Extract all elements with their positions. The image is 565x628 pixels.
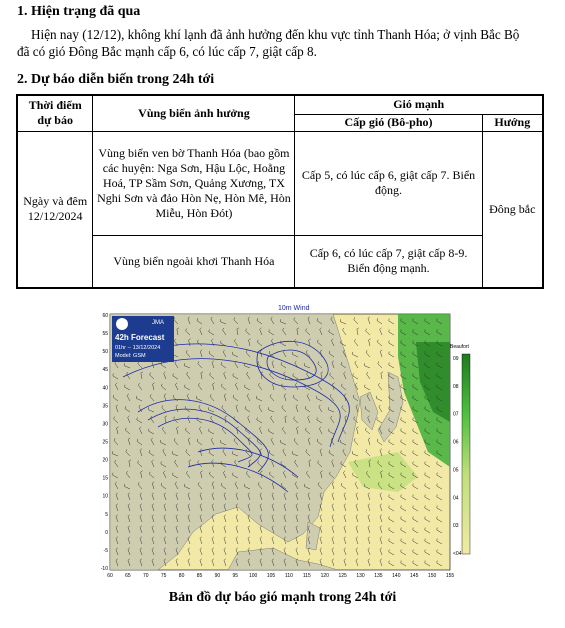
level-cell-coastal: Cấp 5, có lúc cấp 6, giật cấp 7. Biển động. — [295, 131, 482, 235]
lon-tick: 90 — [214, 573, 221, 579]
map-forecast: 42h Forecast — [115, 333, 165, 342]
forecast-table — [16, 94, 544, 289]
map-agency: JMA — [152, 320, 164, 326]
header-time: Thời điểm dự báo — [17, 95, 93, 131]
lon-tick: 95 — [232, 573, 239, 579]
lon-tick: 120 — [320, 573, 329, 579]
lon-tick: 130 — [356, 573, 365, 579]
scale-tick: 06 — [453, 439, 459, 446]
lat-tick: 40 — [102, 385, 108, 392]
jma-logo-icon — [116, 318, 128, 330]
lat-tick: 30 — [102, 421, 108, 428]
lon-tick: 65 — [125, 573, 131, 579]
lat-tick: -5 — [103, 547, 108, 554]
section1-title: 1. Hiện trạng đã qua — [17, 4, 141, 19]
scale-tick: 03 — [453, 523, 459, 530]
scale-tick: <04 — [453, 551, 462, 557]
lat-tick: 50 — [102, 349, 108, 356]
time-cell: Ngày và đêm 12/12/2024 — [17, 131, 93, 288]
level-cell-offshore: Cấp 6, có lúc cấp 7, giật cấp 8-9. Biển động mạnh. — [295, 235, 482, 288]
header-level: Cấp gió (Bô-pho) — [295, 114, 482, 131]
scale-tick: 04 — [453, 495, 459, 502]
section2-title: 2. Dự báo diễn biến trong 24h tới — [17, 72, 215, 87]
scale-tick: 07 — [453, 411, 459, 418]
lon-tick: 85 — [196, 573, 203, 579]
scale-tick: 05 — [453, 467, 459, 474]
lat-tick: 45 — [102, 367, 108, 374]
map-valid: 01hr -- 13/12/2024 — [115, 345, 161, 351]
lon-tick: 135 — [374, 573, 383, 579]
header-direction: Hướng — [482, 114, 543, 131]
lon-tick: 110 — [284, 573, 293, 579]
map-model: Model: GSM — [115, 353, 146, 359]
area-cell-coastal: Vùng biển ven bờ Thanh Hóa (bao gồm các huyện: Nga Sơn, Hậu Lộc, Hoằng Hoá, TP Sầm Sơn, Quảng Xương, TX Nghi Sơn và đảo Hòn Nẹ, Hòn Mê, Hòn Miễu, Hòn Đót) — [93, 131, 295, 235]
lon-tick: 150 — [427, 573, 437, 579]
lat-tick: 10 — [102, 493, 108, 500]
direction-cell: Đông bắc — [482, 131, 543, 288]
lat-tick: 35 — [102, 403, 108, 410]
lon-tick: 115 — [302, 573, 311, 579]
area-cell-offshore: Vùng biển ngoài khơi Thanh Hóa — [93, 235, 295, 288]
header-area: Vùng biển ảnh hưởng — [93, 95, 295, 131]
lon-tick: 140 — [392, 573, 401, 579]
lon-tick: 125 — [338, 573, 347, 579]
beaufort-scale-bar — [462, 354, 470, 554]
scale-tick: 08 — [453, 383, 459, 390]
lat-tick: 25 — [102, 439, 108, 446]
lon-tick: 70 — [143, 573, 149, 579]
header-wind: Gió mạnh — [295, 95, 543, 114]
lon-tick: 80 — [178, 573, 185, 579]
lon-tick: 100 — [248, 573, 258, 579]
scale-tick: 09 — [453, 356, 459, 362]
lon-tick: 60 — [107, 573, 113, 579]
lat-tick: 60 — [102, 313, 108, 319]
lat-tick: 15 — [102, 475, 108, 482]
lat-tick: -10 — [100, 566, 108, 572]
scale-label: Beaufort — [450, 344, 469, 350]
lon-tick: 155 — [445, 573, 455, 579]
lat-tick: 55 — [102, 331, 108, 338]
lon-tick: 145 — [410, 573, 419, 579]
lat-tick: 20 — [102, 457, 108, 464]
section1-text: Hiện nay (12/12), không khí lạnh đã ảnh hưởng đến khu vực tỉnh Thanh Hóa; ở vịnh Bắc Bộ đã có gió Đông Bắc mạnh cấp 6, có lúc cấp 7, giật cấp 8. — [17, 27, 520, 59]
lon-tick: 105 — [266, 573, 276, 579]
lat-tick: 0 — [105, 529, 108, 536]
lat-tick: 5 — [105, 511, 108, 518]
wind-forecast-map — [98, 302, 471, 580]
map-caption: Bản đồ dự báo gió mạnh trong 24h tới — [168, 590, 397, 605]
map-title: 10m Wind — [278, 305, 310, 312]
lon-tick: 75 — [160, 573, 167, 579]
